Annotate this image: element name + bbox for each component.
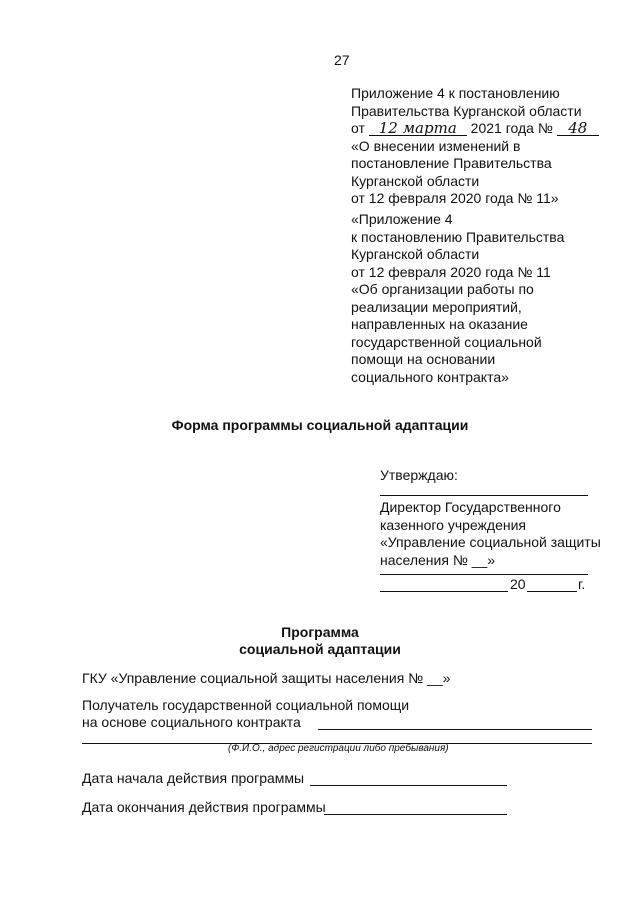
appendix-line: от 12 февраля 2020 года № 11 — [351, 263, 551, 280]
approval-name-line — [380, 574, 588, 575]
handwritten-date: 12 марта — [369, 121, 467, 136]
end-date-field[interactable] — [324, 814, 507, 815]
gku-line: ГКУ «Управление социальной защиты населения № __» — [82, 670, 451, 686]
page-number: 27 — [334, 52, 350, 68]
appendix-line: социального контракта» — [351, 368, 509, 385]
approval-year-label: 20 — [510, 576, 526, 592]
signature-line — [380, 495, 588, 496]
header-date-line — [351, 120, 599, 138]
appendix-line: помощи на основании — [351, 351, 496, 367]
header-line: Правительства Курганской области — [351, 102, 582, 119]
header-block — [351, 85, 599, 208]
start-date-label: Дата начала действия программы — [82, 770, 305, 786]
appendix-line: «Приложение 4 — [351, 211, 453, 227]
appendix-line: к постановлению Правительства — [351, 228, 565, 245]
appendix-line: государственной социальной — [351, 333, 542, 350]
approval-line: «Управление социальной защиты — [380, 534, 601, 550]
appendix-line: направленных на оказание — [351, 316, 528, 332]
approval-label: Утверждаю: — [380, 467, 458, 483]
handwritten-number: 48 — [557, 121, 599, 136]
header-line: от 12 февраля 2020 года № 11» — [351, 190, 559, 206]
approval-year-line — [527, 591, 577, 592]
appendix-line: «Об организации работы по — [351, 281, 534, 297]
program-subtitle: социальной адаптации — [239, 641, 401, 657]
date-prefix: от — [351, 120, 365, 136]
approval-date-line — [380, 591, 508, 592]
approval-line: Директор Государственного — [380, 499, 561, 515]
header-line: постановление Правительства — [351, 155, 552, 171]
date-middle: 2021 года № — [470, 120, 553, 136]
appendix-line: реализации мероприятий, — [351, 298, 522, 315]
recipient-line: Получатель государственной социальной помощи — [82, 697, 410, 713]
recipient-field[interactable] — [318, 729, 592, 730]
approval-year-suffix: г. — [578, 576, 586, 592]
approval-line: населения № __» — [380, 551, 496, 568]
start-date-field[interactable] — [310, 785, 507, 786]
appendix-line: Курганской области — [351, 246, 480, 262]
program-title: Программа — [281, 624, 359, 640]
header-line: Курганской области — [351, 172, 480, 189]
approval-line: казенного учреждения — [380, 516, 526, 533]
header-line: «О внесении изменений в — [351, 137, 521, 154]
appendix-block — [351, 211, 564, 386]
end-date-label: Дата окончания действия программы — [82, 799, 326, 815]
form-title: Форма программы социальной адаптации — [171, 417, 469, 433]
recipient-line: на основе социального контракта — [82, 714, 301, 730]
approval-block — [380, 499, 601, 569]
recipient-caption: (Ф.И.О., адрес регистрации либо пребывания) — [228, 743, 449, 754]
header-line: Приложение 4 к постановлению — [351, 85, 560, 101]
